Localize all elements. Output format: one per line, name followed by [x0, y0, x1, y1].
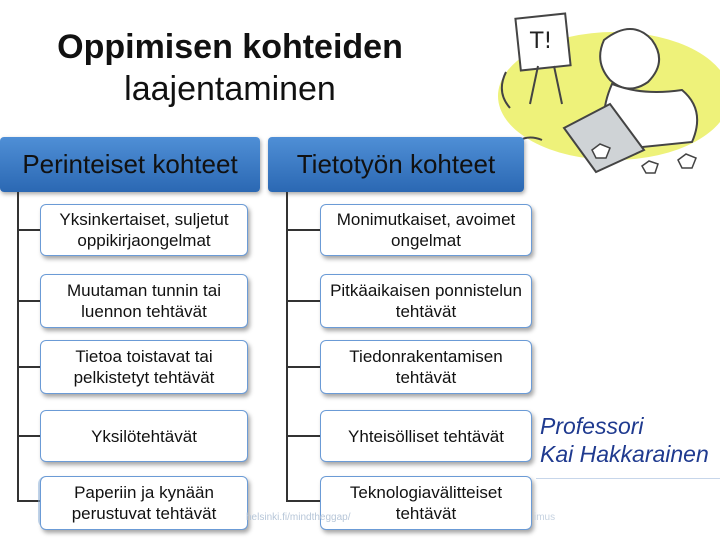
- easel-scribble: T!: [530, 29, 553, 54]
- author-title: Professori: [540, 413, 644, 439]
- footer-extra-text: imus: [534, 512, 556, 523]
- knowledge-work-item-1: Monimutkaiset, avoimet ongelmat: [320, 204, 532, 256]
- traditional-column-header: Perinteiset kohteet: [0, 137, 260, 192]
- right-branch-4: [286, 435, 320, 437]
- knowledge-work-item-5: Teknologiavälitteiset tehtävät: [320, 476, 532, 530]
- learner-illustration: [492, 0, 720, 186]
- traditional-item-2: Muutaman tunnin tai luennon tehtävät: [40, 274, 248, 328]
- footer-url: helsinki.fi/mindtheggap/: [246, 512, 351, 523]
- left-branch-3: [17, 366, 40, 368]
- title-line-2: laajentaminen: [124, 70, 336, 108]
- right-branch-2: [286, 300, 320, 302]
- left-branch-1: [17, 229, 40, 231]
- knowledge-work-column-header: Tietotyön kohteet: [268, 137, 524, 192]
- footer-rule: [536, 478, 720, 479]
- right-branch-5: [286, 500, 320, 502]
- figure-head: [600, 29, 659, 89]
- left-branch-5: [17, 500, 40, 502]
- left-trunk-line: [17, 192, 19, 502]
- slide-title: [20, 26, 440, 110]
- left-branch-2: [17, 300, 40, 302]
- traditional-item-4: Yksilötehtävät: [40, 410, 248, 462]
- author-name: Kai Hakkarainen: [540, 441, 709, 467]
- knowledge-work-item-3: Tiedonrakentamisen tehtävät: [320, 340, 532, 394]
- title-line-1: Oppimisen kohteiden: [57, 28, 403, 66]
- traditional-item-1: Yksinkertaiset, suljetut oppikirjaongelmat: [40, 204, 248, 256]
- author-credit: [540, 412, 718, 468]
- right-trunk-line: [286, 192, 288, 502]
- knowledge-work-item-2: Pitkäaikaisen ponnistelun tehtävät: [320, 274, 532, 328]
- right-branch-1: [286, 229, 320, 231]
- knowledge-work-item-4: Yhteisölliset tehtävät: [320, 410, 532, 462]
- right-branch-3: [286, 366, 320, 368]
- traditional-item-5: Paperiin ja kynään perustuvat tehtävät: [40, 476, 248, 530]
- left-branch-4: [17, 435, 40, 437]
- traditional-item-3: Tietoa toistavat tai pelkistetyt tehtävät: [40, 340, 248, 394]
